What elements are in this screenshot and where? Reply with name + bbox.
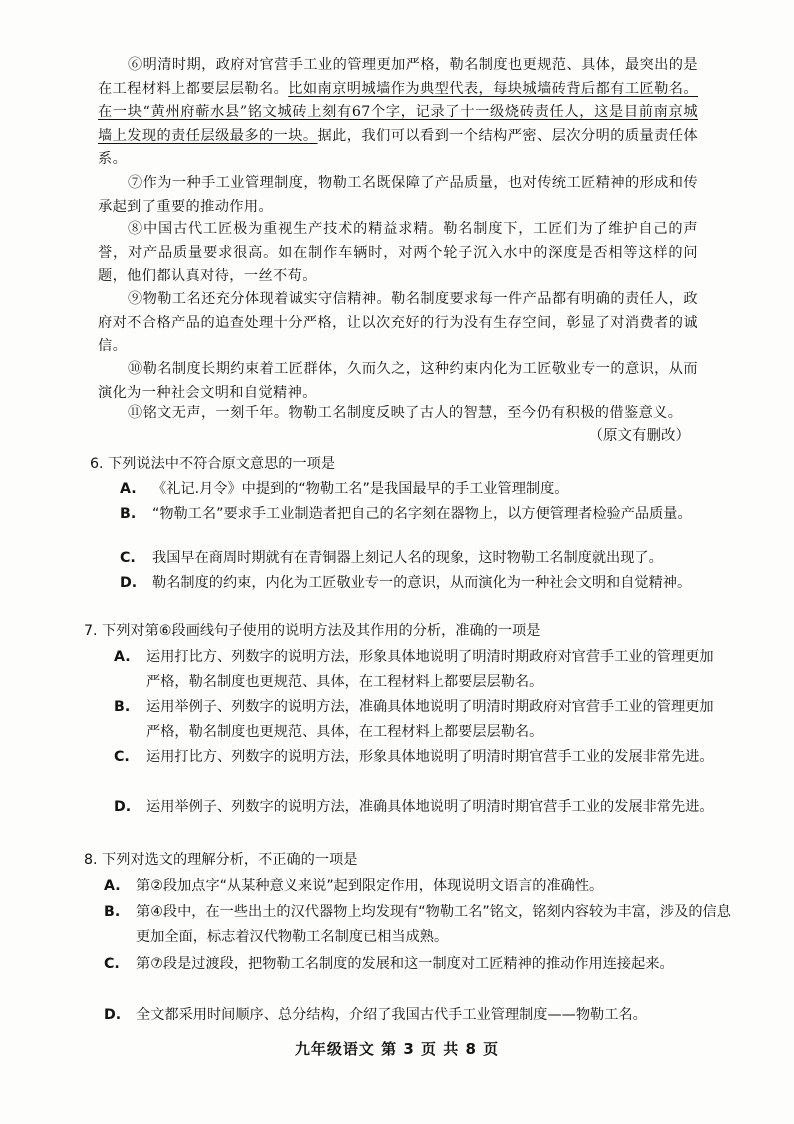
p6-text-end: 据此，我们可以看到一个结构严密、层次分明的质量责任体系。 bbox=[98, 127, 698, 167]
q6-option-a[interactable]: A. 《礼记.月令》中提到的“物勒工名”是我国最早的手工业管理制度。 bbox=[120, 481, 569, 497]
p6-underlined-sentence: 比如南京明城墙作为典型代表，每块城墙砖背后都有工匠勒名。在一块“黄州府蕲水县”铭文城砖上刻有67个字，记录了十一级烧砖责任人，这是目前南京城墙上发现的责任层级最多的一块。 bbox=[98, 80, 699, 144]
passage-paragraph-8: ⑧中国古代工匠极为重视生产技术的精益求精。勒名制度下，工匠们为了维护自己的声誉，对产品质量要求很高。如在制作车辆时，对两个轮子沉入水中的深度是否相等这样的问题，他们都认真对待，一丝不苟。 bbox=[98, 221, 698, 284]
q7-option-a[interactable]: A. 运用打比方、列数字的说明方法，形象具体地说明了明清时期政府对官营手工业的管理更加严格，勒名制度也更规范、具体，在工程材料上都要层层勒名。 bbox=[114, 649, 714, 690]
q6-option-b[interactable]: B. “物勒工名”要求手工业制造者把自己的名字刻在器物上，以方便管理者检验产品质量。 bbox=[120, 506, 692, 522]
passage-paragraph-10: ⑩勒名制度长期约束着工匠群体，久而久之，这种约束内化为工匠敬业专一的意识，从而演化为一种社会文明和自觉精神。 bbox=[98, 361, 698, 401]
passage-paragraph-6 bbox=[98, 54, 698, 172]
passage-paragraph-7: ⑦作为一种手工业管理制度，物勒工名既保障了产品质量，也对传统工匠精神的形成和传承起到了重要的推动作用。 bbox=[98, 175, 698, 215]
question-7-stem: 7. 下列对第⑥段画线句子使用的说明方法及其作用的分析，准确的一项是 bbox=[84, 623, 541, 639]
q6-option-d[interactable]: D. 勒名制度的约束，内化为工匠敬业专一的意识，从而演化为一种社会文明和自觉精神。 bbox=[120, 575, 692, 591]
q8-option-a[interactable]: A. 第②段加点字“从某种意义来说”起到限定作用，体现说明文语言的准确性。 bbox=[104, 878, 604, 894]
question-6-stem: 6. 下列说法中不符合原文意思的一项是 bbox=[90, 456, 336, 472]
p6-text: ⑥明清时期，政府对官营手工业的管理更加严格，勒名制度也更规范、具体，最突出的是在工程材料上都要层层勒名。 bbox=[98, 57, 698, 97]
q7-option-d[interactable]: D. 运用举例子、列数字的说明方法，准确具体地说明了明清时期官营手工业的发展非常先进。 bbox=[114, 799, 714, 815]
page-footer: 九年级语文 第 3 页 共 8 页 bbox=[294, 1040, 500, 1058]
q7-option-b[interactable]: B. 运用举例子、列数字的说明方法，准确具体地说明了明清时期政府对官营手工业的管理更加严格，勒名制度也更规范、具体，在工程材料上都要层层勒名。 bbox=[114, 699, 714, 740]
q7-option-c[interactable]: C. 运用打比方、列数字的说明方法，形象具体地说明了明清时期官营手工业的发展非常先进。 bbox=[114, 749, 714, 765]
q6-option-c[interactable]: C. 我国早在商周时期就有在青铜器上刻记人名的现象，这时物勒工名制度就出现了。 bbox=[120, 550, 663, 566]
q8-option-b[interactable]: B. 第④段中，在一些出土的汉代器物上均发现有“物勒工名”铭文，铭刻内容较为丰富，涉及的信息更加全面，标志着汉代物勒工名制度已相当成熟。 bbox=[104, 904, 731, 945]
source-note: （原文有删改） bbox=[588, 428, 690, 444]
q8-option-c[interactable]: C. 第⑦段是过渡段，把物勒工名制度的发展和这一制度对工匠精神的推动作用连接起来。 bbox=[104, 956, 674, 972]
passage-paragraph-9: ⑨物勒工名还充分体现着诚实守信精神。勒名制度要求每一件产品都有明确的责任人，政府对不合格产品的追查处理十分严格，让以次充好的行为没有生存空间，彰显了对消费者的诚信。 bbox=[98, 291, 698, 354]
passage-paragraph-11: ⑪铭文无声，一刻千年。物勒工名制度反映了古人的智慧，至今仍有积极的借鉴意义。 bbox=[128, 405, 683, 421]
question-8-stem: 8. 下列对选文的理解分析，不正确的一项是 bbox=[84, 852, 358, 868]
q8-option-d[interactable]: D. 全文都采用时间顺序、总分结构，介绍了我国古代手工业管理制度——物勒工名。 bbox=[104, 1007, 647, 1023]
